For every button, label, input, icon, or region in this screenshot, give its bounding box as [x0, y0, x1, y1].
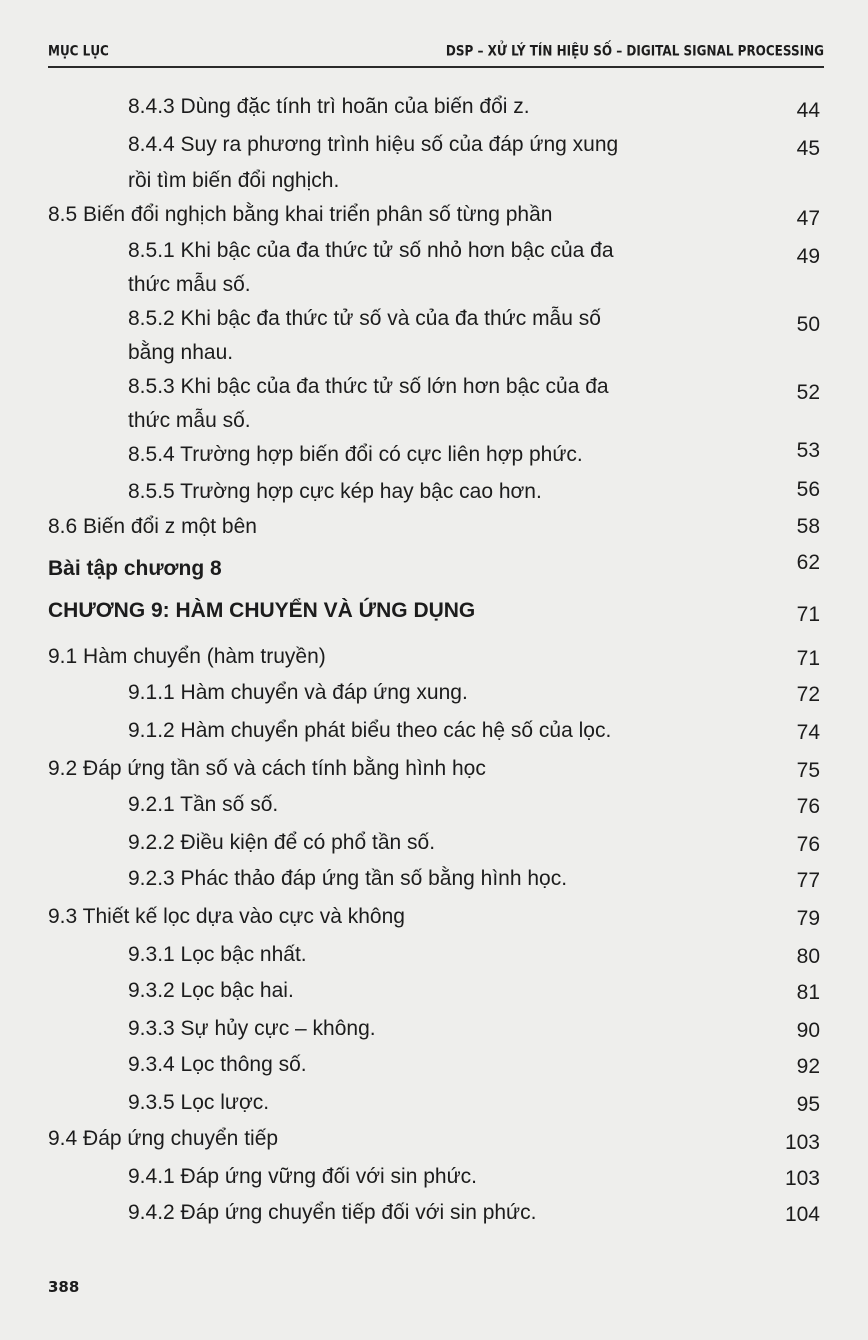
toc-entry-page: 45 [796, 137, 820, 160]
toc-entry-page: 90 [796, 1019, 820, 1042]
toc-chapter-title: CHƯƠNG 9: HÀM CHUYỂN VÀ ỨNG DỤNG [48, 599, 476, 622]
toc-entry-text: 9.3.3 Sự hủy cực – không. [128, 1017, 376, 1040]
toc-entry-page: 58 [796, 515, 820, 538]
toc-entry-page: 77 [796, 869, 820, 892]
toc-entry-page: 72 [796, 683, 820, 706]
toc-entry-page: 76 [796, 833, 820, 856]
toc-entry-text: 9.4 Đáp ứng chuyển tiếp [48, 1127, 279, 1150]
toc-entry-page: 71 [796, 603, 820, 626]
toc-entry-page: 79 [796, 907, 820, 930]
toc-entry-text: 8.4.4 Suy ra phương trình hiệu số của đáp ứng xung [128, 133, 619, 156]
toc-entry-text-continued: rồi tìm biến đổi nghịch. [128, 169, 340, 192]
toc-entry-page: 52 [796, 381, 820, 404]
page-number: 388 [48, 1278, 80, 1296]
toc-entry-text: 8.5.4 Trường hợp biến đổi có cực liên hợp phức. [128, 443, 583, 466]
running-header [48, 38, 824, 68]
toc-entry-page: 103 [784, 1167, 820, 1190]
toc-entry-page: 76 [796, 795, 820, 818]
toc-entry-text: 9.4.2 Đáp ứng chuyển tiếp đối với sin phức. [128, 1201, 537, 1224]
toc-entry-page: 47 [796, 207, 820, 230]
toc-entry-page: 53 [796, 439, 820, 462]
toc-entry-page: 75 [796, 759, 820, 782]
toc-entry-page: 71 [796, 647, 820, 670]
toc-entry-text: 8.5 Biến đổi nghịch bằng khai triển phân số từng phần [48, 203, 553, 226]
toc-entry-page: 95 [796, 1093, 820, 1116]
toc-entry-page: 56 [796, 478, 820, 501]
toc-entry-text: 8.5.3 Khi bậc của đa thức tử số lớn hơn bậc của đa [128, 375, 609, 398]
toc-entry-text: 9.4.1 Đáp ứng vững đối với sin phức. [128, 1165, 477, 1188]
toc-entry-text: 8.5.5 Trường hợp cực kép hay bậc cao hơn. [128, 480, 542, 503]
toc-entry-page: 74 [796, 721, 820, 744]
toc-entry-text: 9.3.1 Lọc bậc nhất. [128, 943, 307, 966]
toc-entry-text: 8.5.1 Khi bậc của đa thức tử số nhỏ hơn bậc của đa [128, 239, 614, 262]
toc-entry-text: 9.2.3 Phác thảo đáp ứng tần số bằng hình học. [128, 867, 568, 890]
toc-entry-text: 9.3 Thiết kế lọc dựa vào cực và không [48, 905, 405, 928]
toc-entry-page: 103 [784, 1131, 820, 1154]
toc-entry-text: 9.3.4 Lọc thông số. [128, 1053, 307, 1076]
toc-entry-page: 44 [796, 99, 820, 122]
toc-entry-text: 9.1 Hàm chuyển (hàm truyền) [48, 645, 326, 668]
header-section-title: MỤC LỤC [48, 42, 109, 60]
toc-entry-text-continued: thức mẫu số. [128, 273, 251, 296]
toc-entry-text: 9.3.5 Lọc lược. [128, 1091, 270, 1114]
toc-entry-page: 62 [796, 551, 820, 574]
toc-entry-text: 8.5.2 Khi bậc đa thức tử số và của đa thức mẫu số [128, 307, 601, 330]
toc-entry-page: 81 [796, 981, 820, 1004]
toc-entry-text: 9.1.1 Hàm chuyển và đáp ứng xung. [128, 681, 468, 704]
header-book-title: DSP – XỬ LÝ TÍN HIỆU SỐ – DIGITAL SIGNAL PROCESSING [445, 42, 824, 60]
toc-entry-page: 92 [796, 1055, 820, 1078]
toc-entry-text: 9.3.2 Lọc bậc hai. [128, 979, 294, 1002]
toc-entry-text: 9.1.2 Hàm chuyển phát biểu theo các hệ số của lọc. [128, 719, 612, 742]
toc-entry-text: 9.2 Đáp ứng tần số và cách tính bằng hình học [48, 757, 486, 780]
toc-entry-page: 49 [796, 245, 820, 268]
toc-entry-text: 9.2.1 Tần số số. [128, 793, 279, 816]
toc-entry-text: 9.2.2 Điều kiện để có phổ tần số. [128, 831, 436, 854]
toc-entry-page: 104 [784, 1203, 820, 1226]
toc-entry-page: 80 [796, 945, 820, 968]
toc-entry-text: 8.4.3 Dùng đặc tính trì hoãn của biến đổi z. [128, 95, 530, 118]
toc-entry-page: 50 [796, 313, 820, 336]
toc-entry-text: Bài tập chương 8 [48, 557, 222, 580]
toc-entry-text-continued: bằng nhau. [128, 341, 234, 364]
toc-entry-text-continued: thức mẫu số. [128, 409, 251, 432]
toc-entry-text: 8.6 Biến đổi z một bên [48, 515, 257, 538]
